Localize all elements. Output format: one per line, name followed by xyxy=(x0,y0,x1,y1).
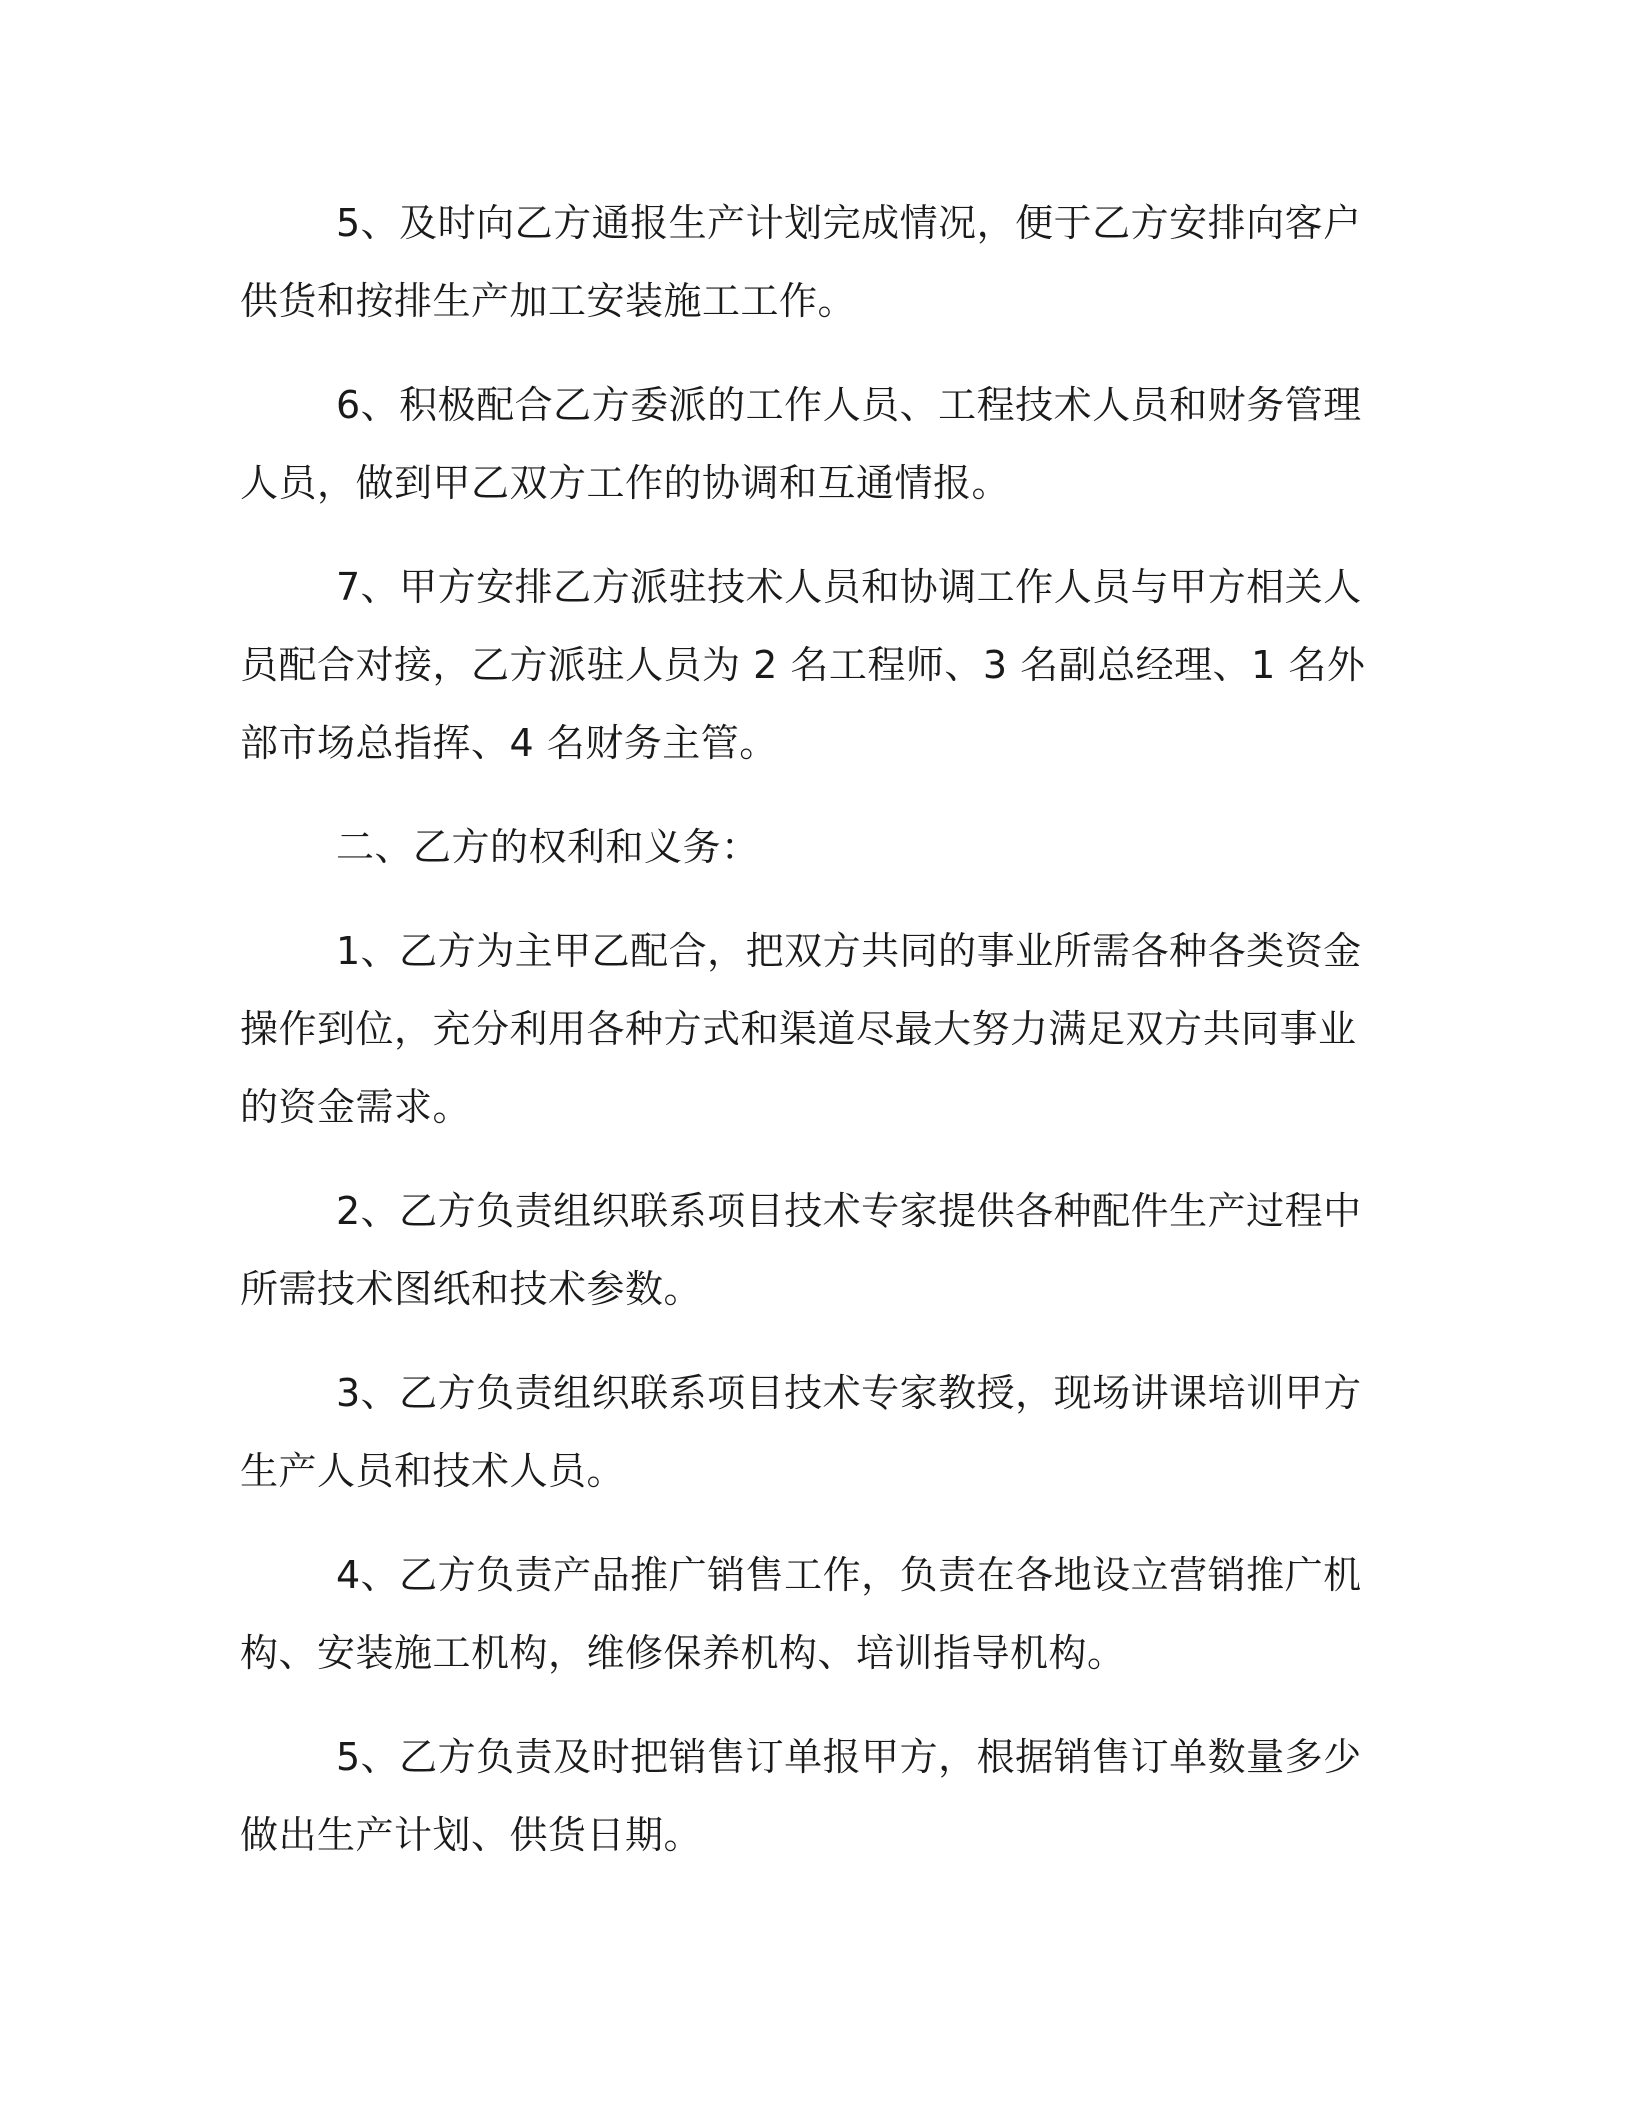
paragraph-b2: 2、乙方负责组织联系项目技术专家提供各种配件生产过程中所需技术图纸和技术参数。 xyxy=(240,1189,1362,1311)
paragraph-a5: 5、及时向乙方通报生产计划完成情况，便于乙方安排向客户供货和按排生产加工安装施工工作。 xyxy=(240,201,1362,323)
paragraph-b3: 3、乙方负责组织联系项目技术专家教授，现场讲课培训甲方生产人员和技术人员。 xyxy=(240,1371,1362,1493)
paragraph-b5: 5、乙方负责及时把销售订单报甲方，根据销售订单数量多少做出生产计划、供货日期。 xyxy=(240,1735,1362,1857)
paragraph-b1: 1、乙方为主甲乙配合，把双方共同的事业所需各种各类资金操作到位，充分利用各种方式和渠道尽最大努力满足双方共同事业的资金需求。 xyxy=(240,929,1362,1129)
document-body xyxy=(240,184,1388,1900)
paragraph-b4: 4、乙方负责产品推广销售工作，负责在各地设立营销推广机构、安装施工机构，维修保养机构、培训指导机构。 xyxy=(240,1553,1362,1675)
paragraph-a7: 7、甲方安排乙方派驻技术人员和协调工作人员与甲方相关人员配合对接，乙方派驻人员为 2 名工程师、3 名副总经理、1 名外部市场总指挥、4 名财务主管。 xyxy=(240,565,1366,765)
paragraph-a6: 6、积极配合乙方委派的工作人员、工程技术人员和财务管理人员，做到甲乙双方工作的协调和互通情报。 xyxy=(240,383,1362,505)
section-heading-party-b: 二、乙方的权利和义务： xyxy=(336,825,760,869)
